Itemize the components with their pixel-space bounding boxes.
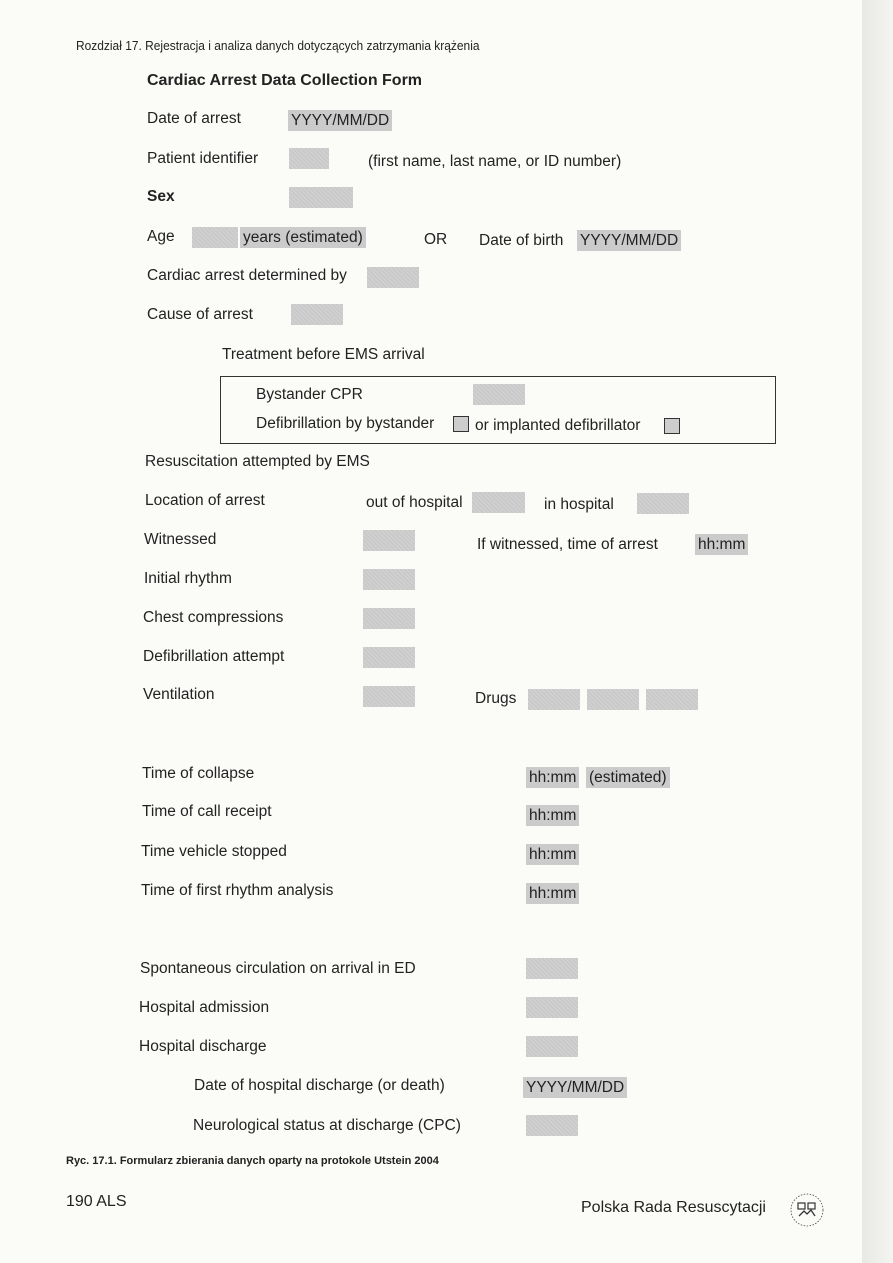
- witnessed-label: Witnessed: [144, 531, 217, 548]
- implanted-defib-checkbox[interactable]: [664, 418, 680, 434]
- years-estimated-label: years (estimated): [240, 227, 366, 248]
- patient-identifier-hint: (first name, last name, or ID number): [368, 153, 622, 170]
- if-witnessed-label: If witnessed, time of arrest: [477, 536, 658, 553]
- treatment-before-ems-label: Treatment before EMS arrival: [222, 346, 425, 363]
- hospital-admission-label: Hospital admission: [139, 999, 270, 1016]
- time-of-call-field[interactable]: hh:mm: [526, 805, 579, 826]
- discharge-date-field[interactable]: YYYY/MM/DD: [523, 1077, 627, 1098]
- hospital-admission-field[interactable]: [526, 997, 578, 1018]
- time-of-collapse-field[interactable]: hh:mm: [526, 767, 579, 788]
- estimated-label: (estimated): [586, 767, 670, 788]
- date-of-birth-label: Date of birth: [479, 232, 564, 249]
- cause-of-arrest-field[interactable]: [291, 304, 343, 325]
- chest-compressions-field[interactable]: [363, 608, 415, 629]
- drugs-label: Drugs: [475, 690, 517, 707]
- organization-name: Polska Rada Resuscytacji: [581, 1199, 766, 1216]
- neuro-status-field[interactable]: [526, 1115, 578, 1136]
- prr-logo-icon: [785, 1192, 829, 1228]
- date-of-arrest-label: Date of arrest: [147, 110, 241, 127]
- spontaneous-circulation-field[interactable]: [526, 958, 578, 979]
- form-title: Cardiac Arrest Data Collection Form: [147, 72, 423, 89]
- in-hospital-label: in hospital: [544, 496, 614, 513]
- neuro-status-label: Neurological status at discharge (CPC): [193, 1117, 461, 1134]
- or-label: OR: [424, 231, 448, 248]
- time-vehicle-stopped-label: Time vehicle stopped: [141, 843, 287, 860]
- drugs-field-1[interactable]: [528, 689, 580, 710]
- time-first-rhythm-field[interactable]: hh:mm: [526, 883, 579, 904]
- discharge-date-label: Date of hospital discharge (or death): [194, 1077, 445, 1094]
- drugs-field-3[interactable]: [646, 689, 698, 710]
- out-of-hospital-field[interactable]: [472, 492, 525, 513]
- initial-rhythm-label: Initial rhythm: [144, 570, 232, 587]
- cause-of-arrest-label: Cause of arrest: [147, 306, 253, 323]
- time-vehicle-stopped-field[interactable]: hh:mm: [526, 844, 579, 865]
- page-edge-shadow: [862, 0, 893, 1263]
- bystander-cpr-field[interactable]: [473, 384, 525, 405]
- spontaneous-circulation-label: Spontaneous circulation on arrival in ED: [140, 960, 416, 977]
- hospital-discharge-field[interactable]: [526, 1036, 578, 1057]
- initial-rhythm-field[interactable]: [363, 569, 415, 590]
- defib-attempt-field[interactable]: [363, 647, 415, 668]
- ventilation-field[interactable]: [363, 686, 415, 707]
- witnessed-field[interactable]: [363, 530, 415, 551]
- patient-identifier-field[interactable]: [289, 148, 329, 169]
- patient-identifier-label: Patient identifier: [147, 150, 259, 167]
- time-of-call-label: Time of call receipt: [142, 803, 272, 820]
- age-field[interactable]: [192, 227, 238, 248]
- age-label: Age: [147, 228, 175, 245]
- determined-by-label: Cardiac arrest determined by: [147, 267, 347, 284]
- chapter-header: Rozdział 17. Rejestracja i analiza danych dotyczących zatrzymania krążenia: [76, 38, 480, 53]
- date-of-arrest-field[interactable]: YYYY/MM/DD: [288, 110, 392, 131]
- location-of-arrest-label: Location of arrest: [145, 492, 265, 509]
- sex-field[interactable]: [289, 187, 353, 208]
- date-of-birth-field[interactable]: YYYY/MM/DD: [577, 230, 681, 251]
- time-first-rhythm-label: Time of first rhythm analysis: [141, 882, 334, 899]
- chest-compressions-label: Chest compressions: [143, 609, 284, 626]
- in-hospital-field[interactable]: [637, 493, 689, 514]
- figure-caption: Ryc. 17.1. Formularz zbierania danych oparty na protokole Utstein 2004: [66, 1155, 439, 1167]
- defib-attempt-label: Defibrillation attempt: [143, 648, 285, 665]
- defib-bystander-label: Defibrillation by bystander: [256, 415, 435, 432]
- bystander-cpr-label: Bystander CPR: [256, 386, 363, 403]
- determined-by-field[interactable]: [367, 267, 419, 288]
- ventilation-label: Ventilation: [143, 686, 215, 703]
- defib-bystander-checkbox[interactable]: [453, 416, 469, 432]
- implanted-defib-label: or implanted defibrillator: [475, 417, 641, 434]
- time-of-collapse-label: Time of collapse: [142, 765, 255, 782]
- hospital-discharge-label: Hospital discharge: [139, 1038, 267, 1055]
- drugs-field-2[interactable]: [587, 689, 639, 710]
- time-of-arrest-field[interactable]: hh:mm: [695, 534, 748, 555]
- sex-label: Sex: [147, 188, 175, 205]
- out-of-hospital-label: out of hospital: [366, 494, 463, 511]
- resuscitation-ems-label: Resuscitation attempted by EMS: [145, 453, 370, 470]
- page-number: 190 ALS: [66, 1193, 127, 1210]
